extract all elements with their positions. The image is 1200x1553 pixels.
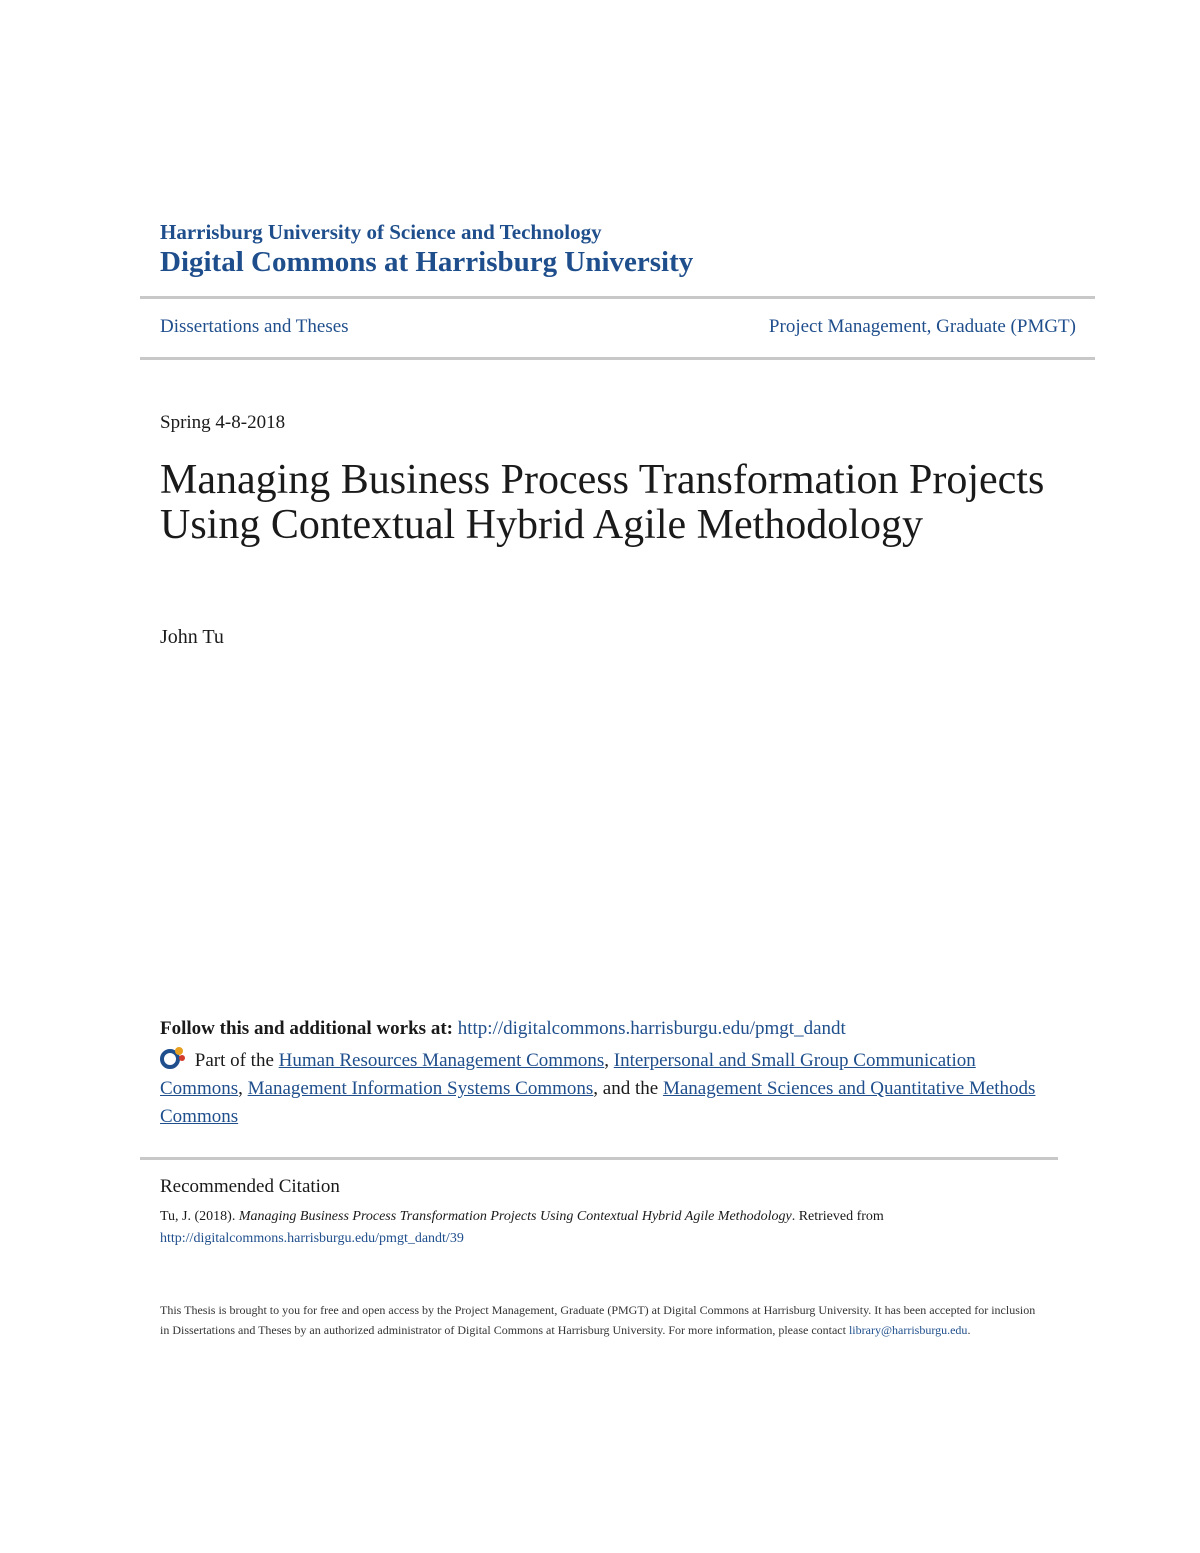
separator: ,: [604, 1050, 609, 1071]
breadcrumb-collection-link[interactable]: Dissertations and Theses: [160, 316, 349, 337]
commons-link-mis[interactable]: Management Information Systems Commons: [247, 1078, 594, 1099]
follow-label: Follow this and additional works at:: [160, 1018, 453, 1039]
commons-link-hr[interactable]: Human Resources Management Commons: [278, 1050, 605, 1071]
commons-link-msqm[interactable]: Management Sciences and Quantitative Methods Commons: [160, 1078, 1036, 1127]
follow-url-link[interactable]: http://digitalcommons.harrisburgu.edu/pmgt_dandt: [457, 1018, 846, 1039]
citation-text: [160, 1206, 1040, 1250]
access-notice-text: This Thesis is brought to you for free and open access by the Project Management, Graduate (PMGT) at Digital Commons at Harrisburg University. It has been accepted for inclusion in Dissertations and Theses by an authorized administrator of Digital Commons at Harrisburg University. For more information, please contact: [160, 1303, 1036, 1337]
access-notice: [160, 1300, 1040, 1340]
publication-date: Spring 4-8-2018: [160, 412, 286, 433]
citation-url-link[interactable]: http://digitalcommons.harrisburgu.edu/pmgt_dandt/39: [160, 1231, 464, 1246]
citation-title: Managing Business Process Transformation Projects Using Contextual Hybrid Agile Methodology: [238, 1209, 792, 1224]
part-of-commons: [160, 1046, 1040, 1131]
digital-commons-network-icon: [160, 1046, 186, 1070]
breadcrumb-department-link[interactable]: Project Management, Graduate (PMGT): [768, 316, 1076, 337]
citation-prefix: Tu, J. (2018).: [160, 1209, 236, 1224]
notice-end: .: [967, 1323, 971, 1337]
contact-email-link[interactable]: library@harrisburgu.edu: [848, 1323, 968, 1337]
citation-suffix: . Retrieved from: [791, 1209, 884, 1224]
document-title: Managing Business Process Transformation Projects Using Contextual Hybrid Agile Methodology: [160, 457, 1045, 548]
header-divider-top: [140, 296, 1095, 299]
institution-name[interactable]: Harrisburg University of Science and Technology: [160, 220, 602, 244]
commons-link-interpersonal[interactable]: Interpersonal and Small Group Communication Commons: [160, 1050, 976, 1099]
part-of-prefix: Part of the: [194, 1050, 274, 1071]
citation-heading: Recommended Citation: [160, 1176, 340, 1197]
repository-name[interactable]: Digital Commons at Harrisburg University: [160, 246, 694, 278]
follow-line: [160, 1018, 846, 1040]
header-divider-bottom: [140, 357, 1095, 360]
separator: , and the: [593, 1078, 659, 1099]
separator: ,: [238, 1078, 243, 1099]
citation-divider: [140, 1157, 1058, 1160]
author-name: John Tu: [160, 626, 224, 648]
